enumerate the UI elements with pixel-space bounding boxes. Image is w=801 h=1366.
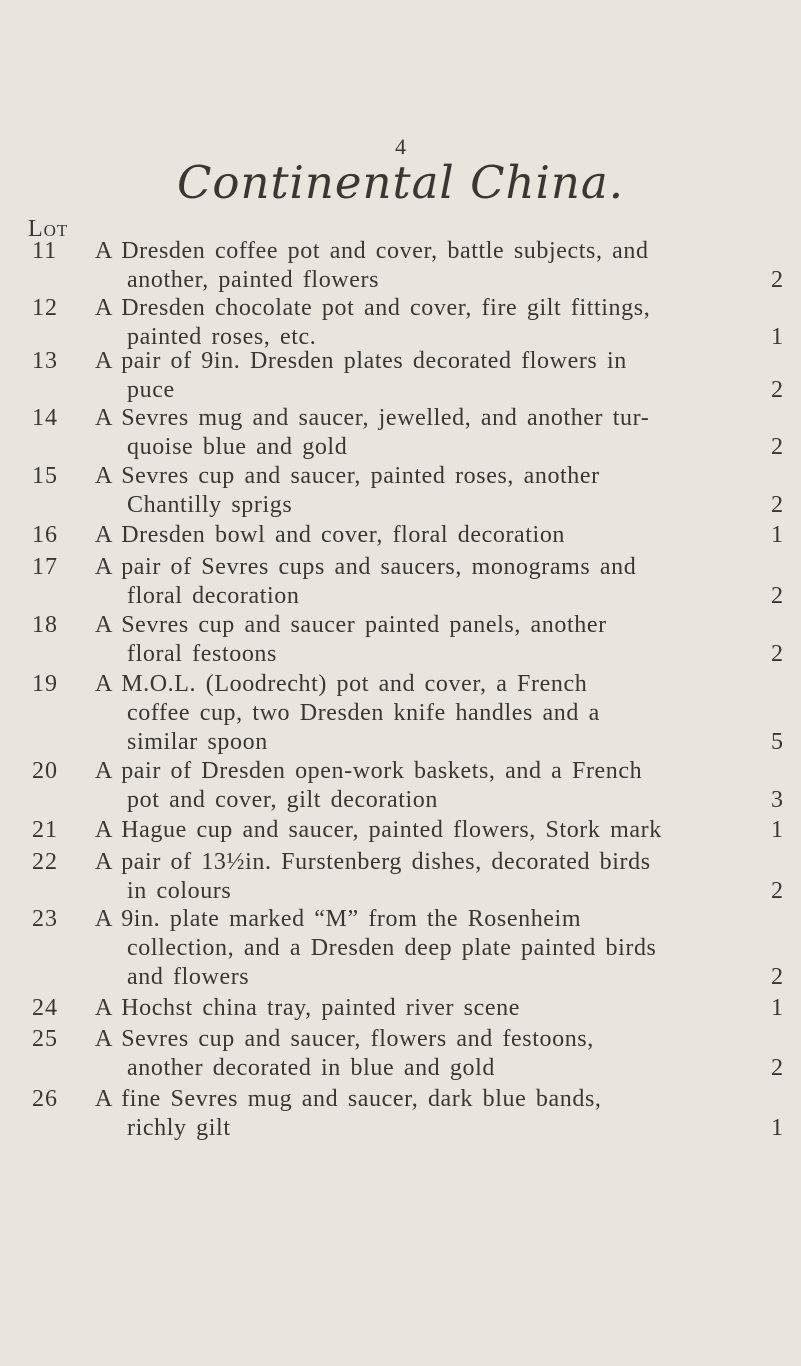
lot-description [95,757,715,815]
lot-description [95,294,715,352]
lot-description [95,404,715,462]
lot-quantity: 2 [771,878,783,904]
lot-description-line: another, painted flowers [127,267,380,293]
lot-description-line: and flowers [127,964,250,990]
lot-description-line: A Hague cup and saucer, painted flowers, Stork mark [95,817,662,843]
lot-number: 18 [32,612,58,638]
lot-number: 20 [32,758,58,784]
page-number: 4 [395,134,406,159]
lot-description [95,611,715,669]
lot-description [95,1085,715,1143]
lot-description-line: another decorated in blue and gold [127,1055,495,1081]
lot-quantity: 1 [771,522,783,548]
lot-description [95,553,715,611]
lot-number: 25 [32,1026,58,1052]
lot-number: 26 [32,1086,58,1112]
lot-description [95,816,715,845]
lot-quantity: 2 [771,267,783,293]
lot-quantity: 2 [771,964,783,990]
lot-quantity: 2 [771,377,783,403]
lot-quantity: 2 [771,434,783,460]
lot-quantity: 3 [771,787,783,813]
lot-number: 22 [32,849,58,875]
lot-quantity: 5 [771,729,783,755]
lot-description [95,994,715,1023]
lot-description-line: quoise blue and gold [127,434,348,460]
section-title: Continental China. [176,156,625,209]
lot-description-line: A pair of 9in. Dresden plates decorated flowers in [95,348,627,374]
lot-description-line: A Dresden coffee pot and cover, battle subjects, and [95,238,649,264]
lot-description-line: painted roses, etc. [127,324,317,350]
lot-description [95,905,715,992]
lot-description-line: floral decoration [127,583,300,609]
lot-column-header: Lot [28,216,69,242]
lot-quantity: 1 [771,995,783,1021]
lot-description-line: A fine Sevres mug and saucer, dark blue bands, [95,1086,602,1112]
lot-number: 14 [32,405,58,431]
lot-description-line: A Sevres mug and saucer, jewelled, and another tur- [95,405,650,431]
lot-description-line: A 9in. plate marked “M” from the Rosenheim [95,906,582,932]
lot-description-line: A M.O.L. (Loodrecht) pot and cover, a French [95,671,588,697]
lot-quantity: 2 [771,1055,783,1081]
lot-description-line: in colours [127,878,232,904]
lot-number: 19 [32,671,58,697]
lot-number: 17 [32,554,58,580]
lot-description-line: A Sevres cup and saucer, painted roses, another [95,463,600,489]
lot-description-line: A Dresden bowl and cover, floral decoration [95,522,566,548]
lot-description [95,670,715,757]
lot-number: 11 [32,238,58,264]
lot-description-line: collection, and a Dresden deep plate painted birds [127,935,657,961]
lot-description [95,237,715,295]
lot-quantity: 2 [771,492,783,518]
lot-quantity: 1 [771,817,783,843]
lot-quantity: 1 [771,324,783,350]
lot-description-line: A Dresden chocolate pot and cover, fire gilt fittings, [95,295,651,321]
lot-quantity: 2 [771,641,783,667]
lot-number: 23 [32,906,58,932]
lot-description-line: pot and cover, gilt decoration [127,787,438,813]
lot-description-line: floral festoons [127,641,277,667]
lot-description [95,1025,715,1083]
lot-number: 15 [32,463,58,489]
lot-description-line: A pair of Sevres cups and saucers, monograms and [95,554,637,580]
lot-number: 16 [32,522,58,548]
lot-description-line: coffee cup, two Dresden knife handles and a [127,700,600,726]
lot-description [95,347,715,405]
lot-description-line: richly gilt [127,1115,231,1141]
lot-quantity: 1 [771,1115,783,1141]
lot-description-line: Chantilly sprigs [127,492,293,518]
lot-number: 13 [32,348,58,374]
lot-quantity: 2 [771,583,783,609]
lot-number: 21 [32,817,58,843]
lot-description-line: A Sevres cup and saucer painted panels, another [95,612,607,638]
lot-description-line: similar spoon [127,729,268,755]
lot-number: 12 [32,295,58,321]
lot-description-line: A pair of 13½in. Furstenberg dishes, decorated birds [95,849,651,875]
lot-description [95,848,715,906]
lot-description-line: A Hochst china tray, painted river scene [95,995,520,1021]
lot-description-line: A Sevres cup and saucer, flowers and festoons, [95,1026,594,1052]
lot-number: 24 [32,995,58,1021]
lot-description-line: puce [127,377,175,403]
lot-description [95,521,715,550]
lot-description [95,462,715,520]
lot-description-line: A pair of Dresden open-work baskets, and a French [95,758,643,784]
